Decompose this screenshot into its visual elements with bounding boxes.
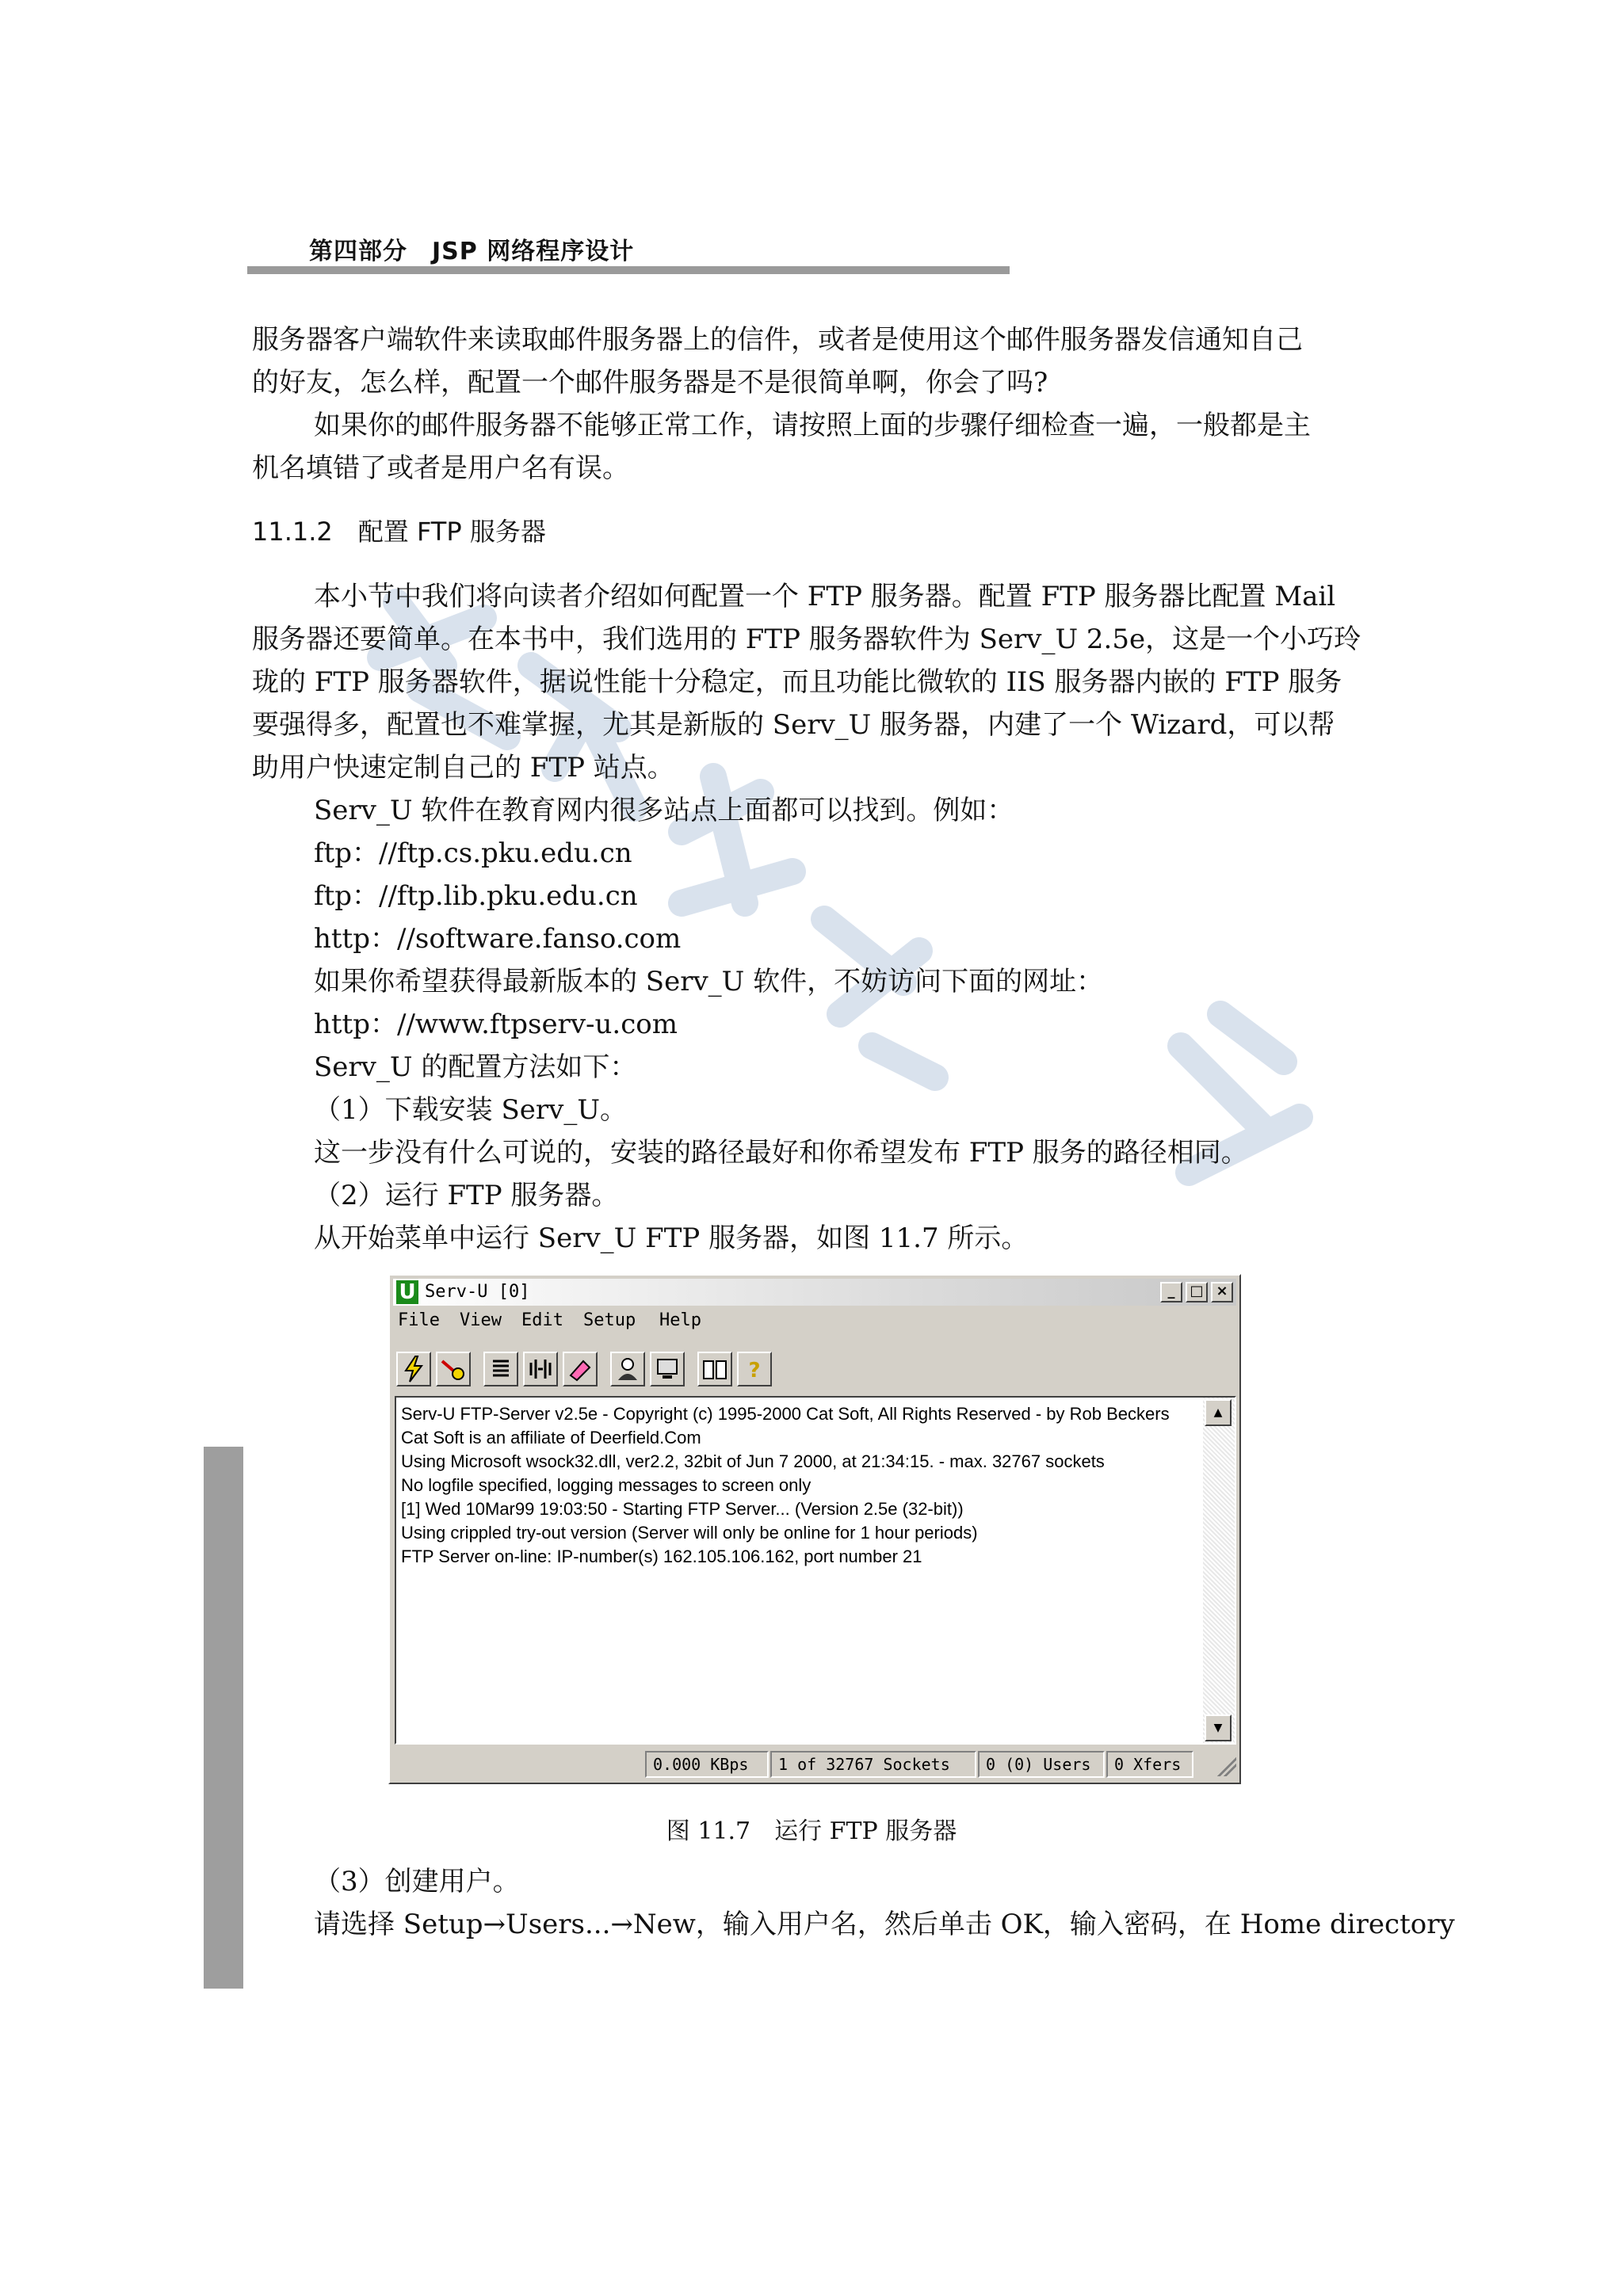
book-icon[interactable] (697, 1352, 732, 1386)
paragraph-line: Serv_U 的配置方法如下： (314, 1051, 637, 1083)
paragraph-line: 服务器还要简单。在本书中，我们选用的 FTP 服务器软件为 Serv_U 2.5e，这是一个小巧玲 (252, 624, 1361, 655)
log-icon[interactable] (483, 1352, 518, 1386)
svg-text:?: ? (748, 1359, 761, 1383)
paragraph-line: 从开始菜单中运行 Serv_U FTP 服务器，如图 11.7 所示。 (314, 1222, 1029, 1254)
side-bar (204, 1447, 243, 1989)
paragraph-line: 请选择 Setup→Users...→New，输入用户名，然后单击 OK，输入密码，在 Home directory (314, 1909, 1455, 1940)
paragraph-line: 如果你的邮件服务器不能够正常工作，请按照上面的步骤仔细检查一遍，一般都是主 (314, 410, 1311, 441)
paragraph-line: 机名填错了或者是用户名有误。 (252, 452, 629, 484)
step-title: （2）运行 FTP 服务器。 (314, 1180, 619, 1211)
log-line: [1] Wed 10Mar99 19:03:50 - Starting FTP Server... (Version 2.5e (32-bit)) (401, 1499, 964, 1519)
paragraph-line: 助用户快速定制自己的 FTP 站点。 (252, 752, 674, 784)
paragraph-line: 如果你希望获得最新版本的 Serv_U 软件，不妨访问下面的网址： (314, 966, 1104, 997)
header-rule (247, 266, 1010, 274)
paragraph-line: 这一步没有什么可说的，安装的路径最好和你希望发布 FTP 服务的路径相同。 (314, 1137, 1248, 1169)
toolbar (396, 1352, 808, 1386)
figure-caption: 图 11.7 运行 FTP 服务器 (666, 1817, 957, 1845)
user-icon[interactable] (610, 1352, 645, 1386)
paragraph-line: Serv_U 软件在教育网内很多站点上面都可以找到。例如： (314, 795, 1014, 826)
paragraph-line: 服务器客户端软件来读取邮件服务器上的信件，或者是使用这个邮件服务器发信通知自己 (252, 324, 1303, 356)
close-button[interactable]: × (1211, 1282, 1233, 1302)
url-line: ftp：//ftp.cs.pku.edu.cn (314, 837, 632, 869)
lightning-icon[interactable] (396, 1352, 431, 1386)
title-bar[interactable] (393, 1279, 1236, 1306)
log-line: Using Microsoft wsock32.dll, ver2.2, 32bit of Jun 7 2000, at 21:34:15. - max. 32767 sockets (401, 1451, 1105, 1471)
url-line: http：//www.ftpserv-u.com (314, 1009, 678, 1040)
servu-window (388, 1274, 1241, 1784)
log-panel[interactable] (395, 1396, 1236, 1745)
menu-edit[interactable]: Edit (521, 1310, 563, 1330)
step-title: （3）创建用户。 (314, 1866, 520, 1897)
step-title: （1）下载安装 Serv_U。 (314, 1094, 627, 1126)
menu-setup[interactable]: Setup (583, 1310, 636, 1330)
menu-view[interactable]: View (460, 1310, 502, 1330)
section-title: 11.1.2 配置 FTP 服务器 (252, 517, 546, 547)
minimize-button[interactable]: _ (1160, 1282, 1182, 1302)
paragraph-line: 的好友，怎么样，配置一个邮件服务器是不是很简单啊，你会了吗? (252, 367, 1048, 399)
scroll-up-icon[interactable]: ▲ (1205, 1399, 1232, 1426)
log-line: No logfile specified, logging messages to screen only (401, 1475, 812, 1495)
serv-u-icon: U (396, 1280, 418, 1304)
log-line: Serv-U FTP-Server v2.5e - Copyright (c) 1995-2000 Cat Soft, All Rights Reserved - by Rob Beckers (401, 1404, 1170, 1424)
paragraph-line: 珑的 FTP 服务器软件，据说性能十分稳定，而且功能比微软的 IIS 服务器内嵌的 FTP 服务 (252, 666, 1342, 698)
header-text: 第四部分 JSP 网络程序设计 (309, 238, 635, 265)
eraser-icon[interactable] (563, 1352, 598, 1386)
maximize-button[interactable]: □ (1186, 1282, 1208, 1302)
vertical-scrollbar[interactable] (1203, 1398, 1235, 1743)
window-title: Serv-U [0] (425, 1282, 530, 1302)
paragraph-line: 本小节中我们将向读者介绍如何配置一个 FTP 服务器。配置 FTP 服务器比配置 Mail (314, 581, 1336, 612)
url-line: http：//software.fanso.com (314, 923, 682, 955)
log-line: Cat Soft is an affiliate of Deerfield.Com (401, 1428, 701, 1447)
resize-grip-icon[interactable] (1217, 1757, 1236, 1776)
menu-file[interactable]: File (398, 1310, 440, 1330)
menu-help[interactable]: Help (659, 1310, 701, 1330)
status-kbps: 0.000 KBps (645, 1751, 769, 1778)
help-icon[interactable] (737, 1352, 772, 1386)
status-xfers: 0 Xfers (1106, 1751, 1193, 1778)
status-sockets: 1 of 32767 Sockets (770, 1751, 976, 1778)
users-icon[interactable] (523, 1352, 558, 1386)
domain-icon[interactable] (650, 1352, 685, 1386)
url-line: ftp：//ftp.lib.pku.edu.cn (314, 880, 638, 912)
status-bar (390, 1748, 1239, 1779)
log-line: Using crippled try-out version (Server will only be online for 1 hour periods) (401, 1523, 978, 1543)
scroll-down-icon[interactable]: ▼ (1205, 1714, 1232, 1741)
disconnect-icon[interactable] (436, 1352, 471, 1386)
status-users: 0 (0) Users (978, 1751, 1105, 1778)
paragraph-line: 要强得多，配置也不难掌握，尤其是新版的 Serv_U 服务器，内建了一个 Wizard，可以帮 (252, 709, 1335, 741)
log-line: FTP Server on-line: IP-number(s) 162.105.106.162, port number 21 (401, 1547, 922, 1566)
